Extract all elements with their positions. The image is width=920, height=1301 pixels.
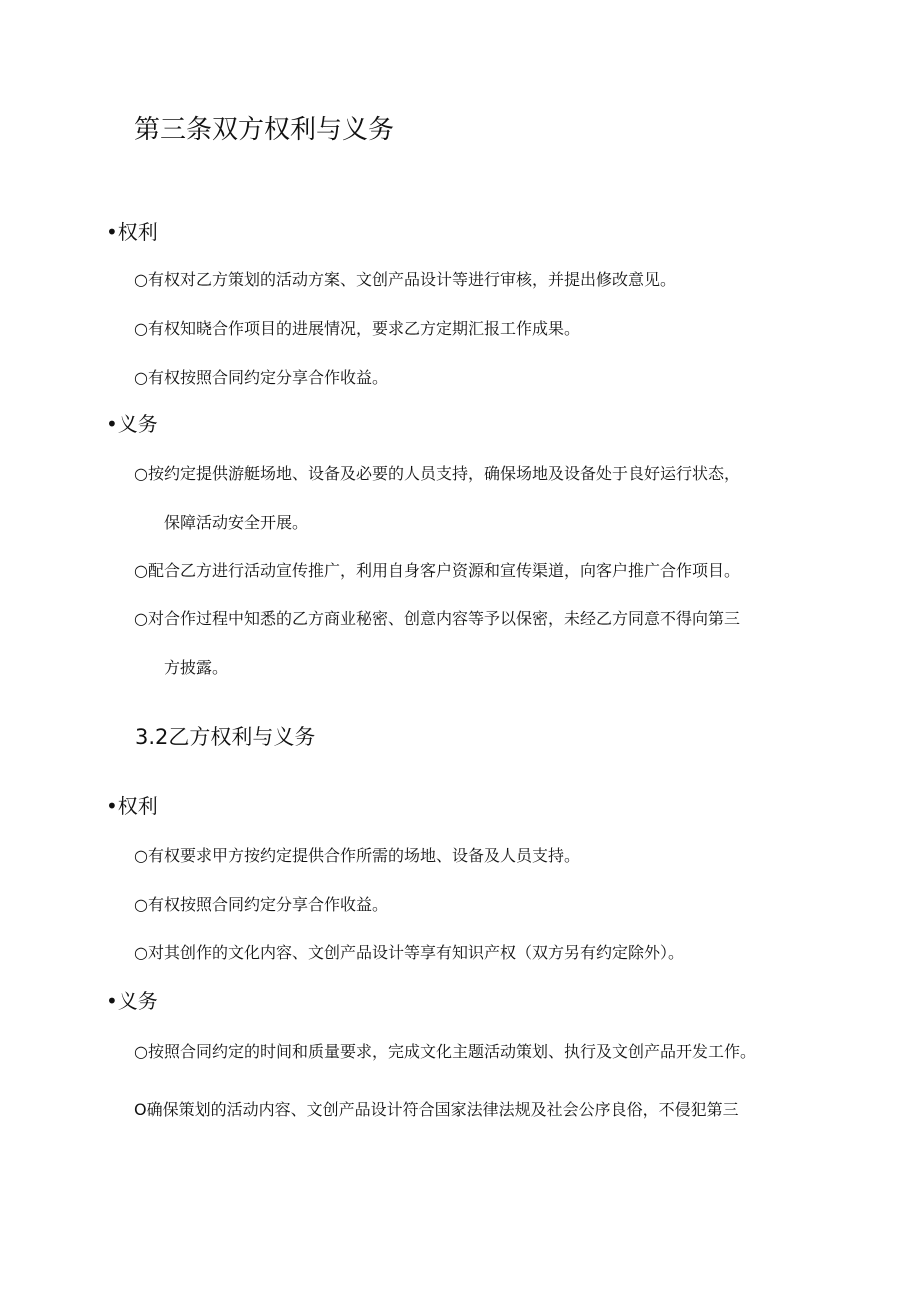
party-b-title: 3.2乙方权利与义务 (135, 725, 316, 749)
party-a-duties-heading: •义务 (106, 412, 158, 436)
party-a-duty-2: ○配合乙方进行活动宣传推广，利用自身客户资源和宣传渠道，向客户推广合作项目。 (134, 561, 740, 580)
party-a-duty-3-cont: 方披露。 (164, 658, 229, 677)
page-title: 第三条双方权利与义务 (134, 115, 395, 145)
party-a-right-1: ○有权对乙方策划的活动方案、文创产品设计等进行审核，并提出修改意见。 (134, 270, 676, 289)
party-b-duties-heading: •义务 (106, 989, 158, 1013)
party-a-duty-1: ○按约定提供游艇场地、设备及必要的人员支持，确保场地及设备处于良好运行状态， (134, 464, 740, 483)
party-b-duty-2: O确保策划的活动内容、文创产品设计符合国家法律法规及社会公序良俗，不侵犯第三 (134, 1100, 739, 1119)
party-a-right-2: ○有权知晓合作项目的进展情况，要求乙方定期汇报工作成果。 (134, 319, 580, 338)
party-b-right-1: ○有权要求甲方按约定提供合作所需的场地、设备及人员支持。 (134, 846, 580, 865)
party-a-rights-heading: •权利 (106, 220, 158, 244)
party-a-duty-1-cont: 保障活动安全开展。 (164, 513, 309, 532)
party-b-duty-1: ○按照合同约定的时间和质量要求，完成文化主题活动策划、执行及文创产品开发工作。 (134, 1042, 756, 1061)
party-b-rights-heading: •权利 (106, 794, 158, 818)
party-a-right-3: ○有权按照合同约定分享合作收益。 (134, 368, 388, 387)
party-b-right-3: ○对其创作的文化内容、文创产品设计等享有知识产权（双方另有约定除外）。 (134, 943, 684, 962)
party-b-right-2: ○有权按照合同约定分享合作收益。 (134, 895, 388, 914)
party-a-duty-3: ○对合作过程中知悉的乙方商业秘密、创意内容等予以保密，未经乙方同意不得向第三 (134, 609, 740, 628)
